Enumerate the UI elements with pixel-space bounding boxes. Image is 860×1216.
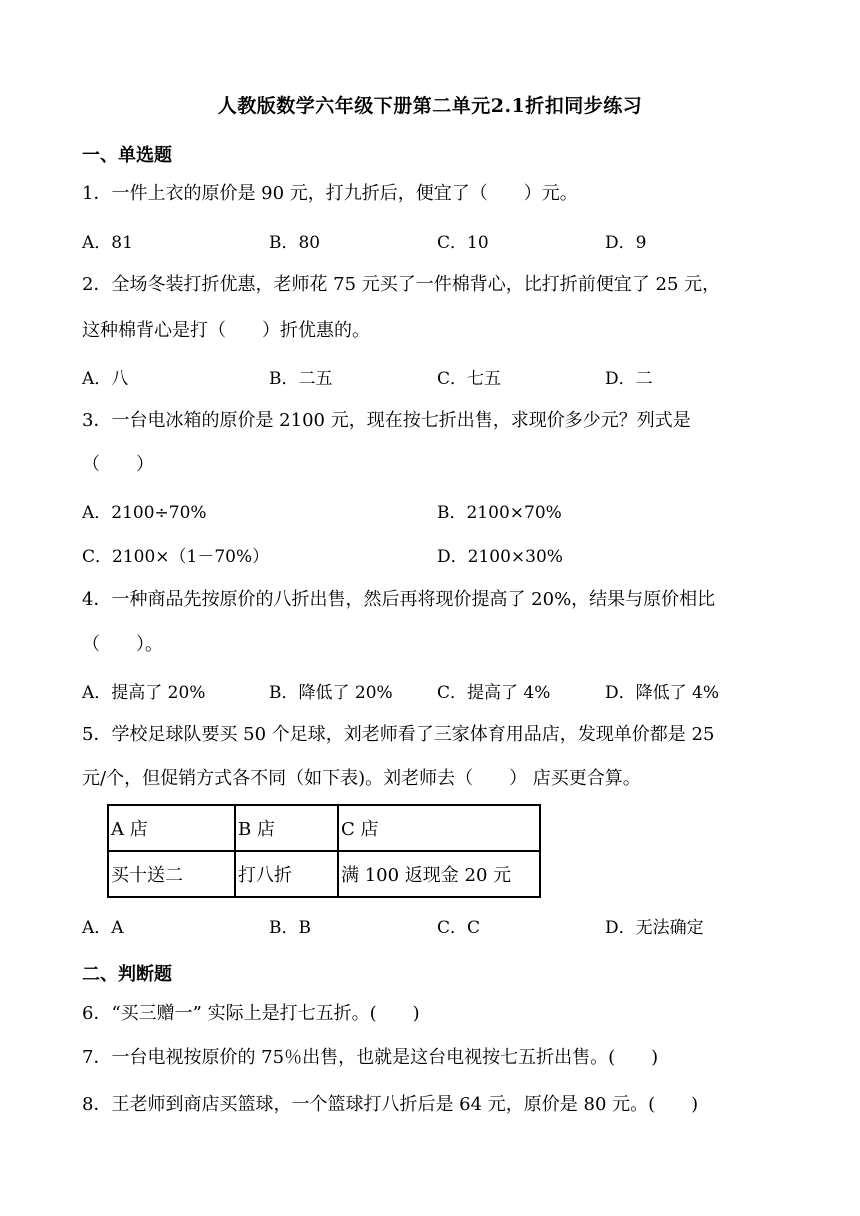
option-d: D．2100×30% [437, 547, 563, 567]
option-d: D．降低了 4% [605, 683, 720, 703]
option-d: D．无法确定 [605, 918, 704, 938]
question-4-line-1: 4．一种商品先按原价的八折出售，然后再将现价提高了 20%，结果与原价相比 [82, 589, 716, 610]
question-2-line-2: 这种棉背心是打（ ）折优惠的。 [82, 320, 370, 341]
question-3-line-2: （ ） [82, 454, 154, 475]
question-3-line-1: 3．一台电冰箱的原价是 2100 元，现在按七折出售，求现价多少元？列式是 [82, 410, 691, 431]
table-header-cell: B 店 [235, 805, 338, 851]
question-4-line-2: （ ）。 [82, 634, 163, 655]
option-c: C．2100×（1－70%） [82, 547, 270, 567]
section-heading-single-choice: 一、单选题 [82, 145, 172, 166]
option-b: B．B [269, 918, 311, 938]
option-d: D．9 [605, 233, 647, 253]
option-b: B．80 [269, 233, 321, 253]
table-cell: 打八折 [235, 851, 338, 897]
option-c: C．10 [437, 233, 489, 253]
question-7: 7．一台电视按原价的 75％出售，也就是这台电视按七五折出售。( ) [82, 1047, 659, 1068]
option-a: A．A [82, 918, 124, 938]
page-title: 人教版数学六年级下册第二单元2.1折扣同步练习 [217, 95, 643, 117]
question-5-line-1: 5．学校足球队要买 50 个足球，刘老师看了三家体育用品店，发现单价都是 25 [82, 724, 715, 745]
store-promotion-table [107, 804, 541, 898]
section-heading-true-false: 二、判断题 [82, 964, 172, 985]
option-a: A．2100÷70% [82, 503, 207, 523]
option-a: A．81 [82, 233, 133, 253]
option-b: B．二五 [269, 369, 333, 389]
question-5-line-2: 元/个，但促销方式各不同（如下表)。刘老师去（ ） 店买更合算。 [82, 768, 641, 789]
question-3-options-row-1 [82, 498, 782, 528]
option-a: A．提高了 20% [82, 683, 206, 703]
table-cell: 满 100 返现金 20 元 [338, 851, 540, 897]
option-b: B．2100×70% [437, 503, 562, 523]
question-8: 8．王老师到商店买篮球，一个篮球打八折后是 64 元，原价是 80 元。( ) [82, 1094, 699, 1115]
option-c: C．七五 [437, 369, 502, 389]
question-1-options [82, 228, 782, 258]
question-2-line-1: 2．全场冬装打折优惠，老师花 75 元买了一件棉背心，比打折前便宜了 25 元， [82, 274, 721, 295]
option-c: C．C [437, 918, 481, 938]
question-4-options [82, 678, 782, 708]
table-header-row [108, 805, 540, 851]
question-2-options [82, 364, 782, 394]
option-d: D．二 [605, 369, 653, 389]
question-1: 1．一件上衣的原价是 90 元，打九折后，便宜了（ ）元。 [82, 183, 578, 204]
table-row [108, 851, 540, 897]
table-cell: 买十送二 [108, 851, 235, 897]
table-header-cell: A 店 [108, 805, 235, 851]
option-b: B．降低了 20% [269, 683, 393, 703]
question-6: 6．“买三赠一” 实际上是打七五折。( ) [82, 1003, 420, 1024]
question-3-options-row-2 [82, 542, 782, 572]
question-5-options [82, 913, 782, 943]
option-a: A．八 [82, 369, 129, 389]
table-header-cell: C 店 [338, 805, 540, 851]
option-c: C．提高了 4% [437, 683, 551, 703]
